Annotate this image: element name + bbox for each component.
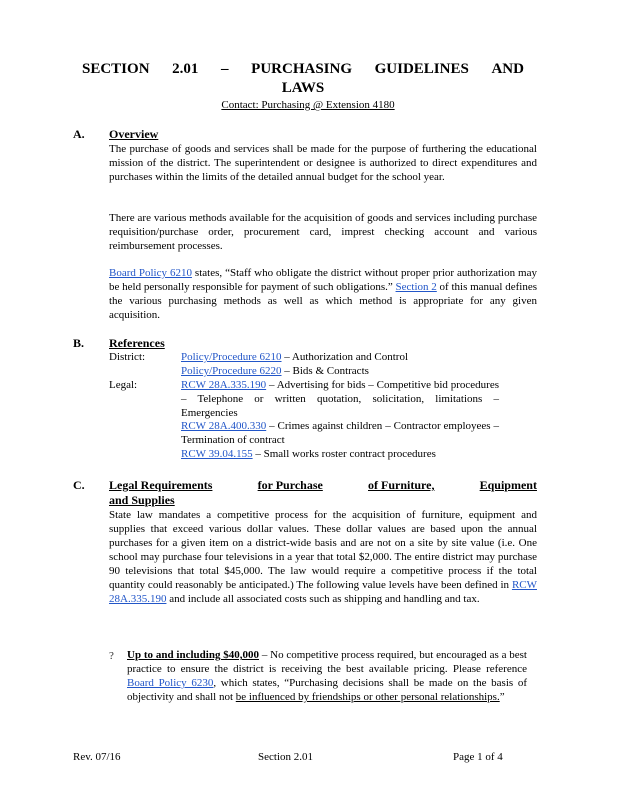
overview-paragraph-3 [109,266,537,322]
legal-ref-2 [181,419,499,447]
legal-ref-3-text: – Small works roster contract procedures [252,448,436,460]
bullet-heading: Up to and including $40,000 [127,649,260,661]
bullet-underlined-quote: be influenced by friendships or other personal relationships. [235,691,500,703]
legal-paragraph-text-1: State law mandates a competitive process for the acquisition of furniture, equipment and supplies that exceed various dollar values. These dollar values are based upon the annual purchases for a given item on a district-wide basis and are not on a site by site value (i.e. One school may purchase four televisions in a year that total $2,000. The entire district may purchase 90 televisions that total $45,000. The law would require a competitive process if the total quantity could reasonably be anticipated.) The following value levels have been defined in [109,509,537,591]
bullet-text-2: , which states, “Purchasing decisions shall be made on the basis of objectivity and shall not [127,677,528,703]
rcw-28a-335-190-link[interactable]: RCW 28A.335.190 [181,379,267,391]
title-guidelines: GUIDELINES [374,61,469,77]
section-c-heading-line-1 [109,478,537,493]
overview-para3-text-1: states, “Staff who obligate the district without proper prior authorization may be held personally responsible for payment of such obligations.” [109,267,537,293]
section-c-heading [109,478,537,508]
district-label: District: [109,351,146,363]
legal-paragraph [109,508,537,606]
section-2-link[interactable]: Section 2 [395,281,437,293]
section-c-heading-line-2: and Supplies [109,493,175,507]
legal-ref-3 [181,447,499,461]
rcw-39-04-155-link[interactable]: RCW 39.04.155 [181,448,253,460]
title-dash: – [221,61,229,77]
footer-revision: Rev. 07/16 [73,751,121,763]
heading-legal-requirements: Legal Requirements [109,478,213,492]
title-section-label: SECTION [82,61,150,77]
district-ref-1 [181,350,499,364]
page-title [82,60,524,98]
legal-label: Legal: [109,379,138,391]
rcw-28a-400-330-link[interactable]: RCW 28A.400.330 [181,420,267,432]
footer-section: Section 2.01 [258,751,313,763]
legal-paragraph-text-2: and include all associated costs such as shipping and handling and tax. [166,593,480,605]
district-ref-2-text: – Bids & Contracts [281,365,369,377]
section-b-letter: B. [73,336,85,350]
section-a-heading: Overview [109,127,159,141]
board-policy-6230-link[interactable]: Board Policy 6230 [127,677,214,689]
board-policy-6210-link[interactable]: Board Policy 6210 [109,267,192,279]
heading-for-purchase: for Purchase [257,478,323,492]
overview-para3-text-2: of this manual defines the various purchasing methods as well as which method is appropriate for any given acquisition. [109,281,537,321]
legal-ref-1 [181,378,499,420]
section-c-letter: C. [73,478,85,492]
district-ref-2 [181,364,499,378]
title-line-1 [82,60,524,79]
footer-page-number: Page 1 of 4 [453,751,503,763]
section-c-paragraph [109,508,537,606]
heading-of-furniture: of Furniture, [368,478,435,492]
overview-paragraph-2: There are various methods available for the acquisition of goods and services including purchase requisition/purchase order, procurement card, imprest checking account and various reimbursement processes. [109,212,537,252]
heading-equipment: Equipment [479,478,537,492]
legal-ref-2-text: – Crimes against children – Contractor employees – Termination of contract [181,420,499,446]
legal-ref-1-text: – Advertising for bids – Competitive bid procedures – Telephone or written quotation, solicitation, limitations – Emergencies [181,379,499,419]
rcw-28a-335-190-link-2[interactable]: RCW 28A.335.190 [109,579,537,605]
bullet-marker: ? [109,650,114,662]
overview-paragraph-1: The purchase of goods and services shall be made for the purpose of furthering the educational mission of the district. The superintendent or designee is authorized to direct expenditures and purchases within the limits of the detailed annual budget for the school year. [109,143,537,183]
bullet-text-3: ” [499,691,505,703]
section-b-heading: References [109,336,165,350]
contact-line: Contact: Purchasing @ Extension 4180 [221,99,395,111]
title-and: AND [491,61,524,77]
section-a-para-3 [109,266,537,322]
district-ref-1-text: – Authorization and Control [281,351,408,363]
policy-6210-link[interactable]: Policy/Procedure 6210 [181,351,282,363]
title-purchasing: PURCHASING [251,61,352,77]
section-a-para-1 [109,142,537,184]
section-a-letter: A. [73,127,85,141]
title-line-2: LAWS [281,80,325,96]
title-section-number: 2.01 [172,61,199,77]
policy-6220-link[interactable]: Policy/Procedure 6220 [181,365,282,377]
bullet-text-1: – No competitive process required, but encouraged as a best practice to ensure the district is receiving the best available pricing. Please reference [127,649,527,675]
section-a-para-2 [109,211,537,253]
bullet-item-40000 [127,648,527,704]
